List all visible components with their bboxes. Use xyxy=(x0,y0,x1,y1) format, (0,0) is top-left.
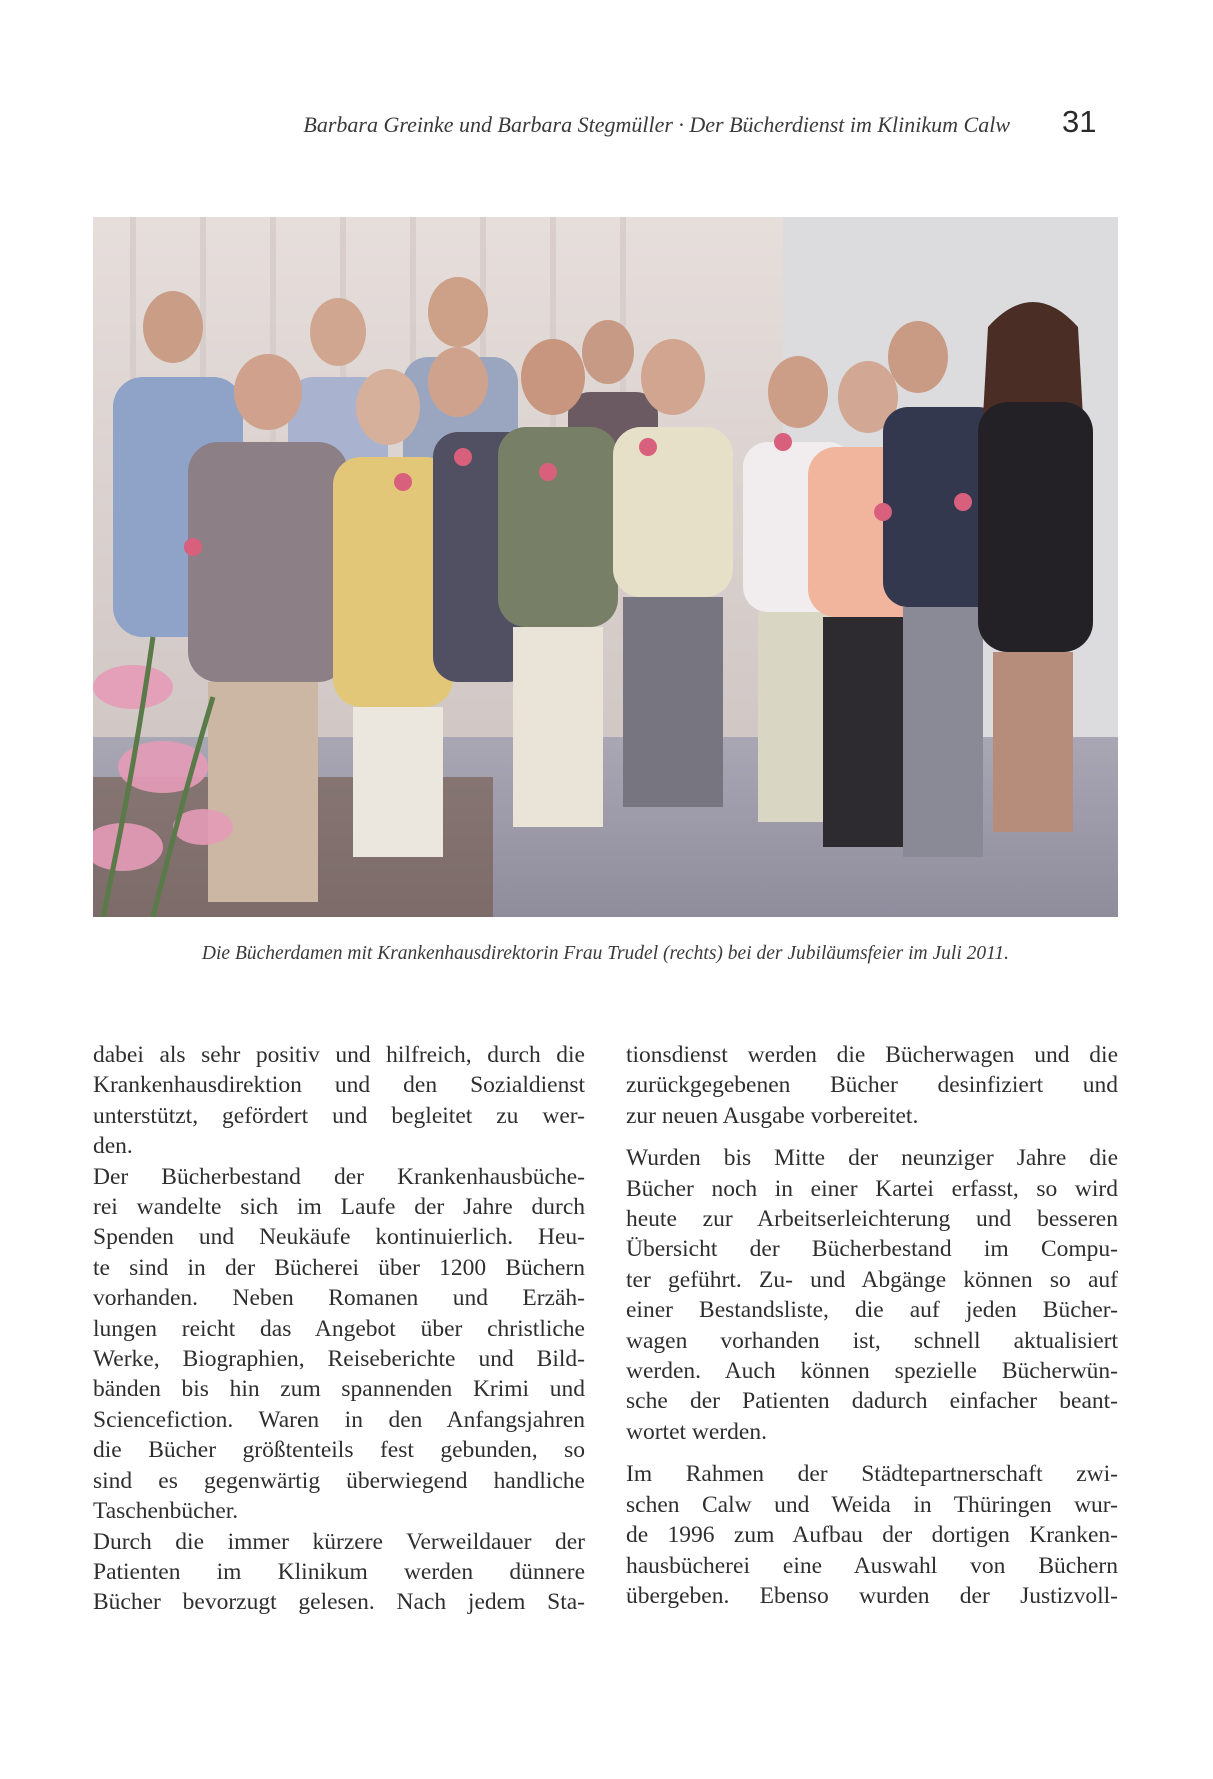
text-line: Der Bücherbestand der Krankenhausbüche- xyxy=(93,1163,585,1190)
text-line: wagen vorhanden ist, schnell aktualisiert xyxy=(626,1327,1118,1354)
text-line: vorhanden. Neben Romanen und Erzäh- xyxy=(93,1285,585,1312)
text-line: lungen reicht das Angebot über christliche xyxy=(93,1315,585,1342)
text-line: Krankenhausdirektion und den Sozialdienst xyxy=(93,1072,585,1099)
text-line: übergeben. Ebenso wurden der Justizvoll- xyxy=(626,1582,1118,1609)
text-line: tionsdienst werden die Bücherwagen und die xyxy=(626,1042,1118,1068)
right-column xyxy=(626,1040,1118,1611)
group-photo xyxy=(93,217,1118,917)
text-line: Patienten im Klinikum werden dünnere xyxy=(93,1558,585,1585)
text-line: de 1996 zum Aufbau der dortigen Kranken- xyxy=(626,1522,1118,1549)
text-line: ter geführt. Zu- und Abgänge können so auf xyxy=(626,1266,1118,1293)
text-line: den. xyxy=(93,1133,133,1160)
text-line: Spenden und Neukäufe kontinuierlich. Heu- xyxy=(93,1224,585,1251)
text-line: bänden bis hin zum spannenden Krimi und xyxy=(93,1376,585,1403)
text-line: hausbücherei eine Auswahl von Büchern xyxy=(626,1552,1118,1579)
text-line: einer Bestandsliste, die auf jeden Bücher- xyxy=(626,1297,1118,1324)
text-line: Sciencefiction. Waren in den Anfangsjahren xyxy=(93,1406,585,1433)
text-line: Bücher noch in einer Kartei erfasst, so wird xyxy=(626,1175,1118,1202)
text-line: Durch die immer kürzere Verweildauer der xyxy=(93,1528,585,1555)
group-photo-illustration xyxy=(93,217,1118,917)
paragraph-gap xyxy=(626,1131,1118,1143)
left-column xyxy=(93,1040,585,1618)
text-line: rei wandelte sich im Laufe der Jahre durch xyxy=(93,1194,585,1221)
text-line: Wurden bis Mitte der neunziger Jahre die xyxy=(626,1145,1118,1172)
text-line: Übersicht der Bücherbestand im Compu- xyxy=(626,1236,1118,1263)
page-number: 31 xyxy=(1062,104,1097,139)
text-line: dabei als sehr positiv und hilfreich, durch die xyxy=(93,1042,585,1068)
text-line: te sind in der Bücherei über 1200 Büchern xyxy=(93,1254,585,1281)
text-line: wortet werden. xyxy=(626,1418,767,1445)
text-line: Werke, Biographien, Reiseberichte und Bild- xyxy=(93,1346,585,1373)
text-line: werden. Auch können spezielle Bücherwün- xyxy=(626,1358,1118,1385)
text-line: Taschenbücher. xyxy=(93,1498,239,1525)
text-line: heute zur Arbeitserleichterung und besseren xyxy=(626,1206,1118,1233)
text-line: zurückgegebenen Bücher desinfiziert und xyxy=(626,1072,1118,1099)
figure-caption: Die Bücherdamen mit Krankenhausdirektorin Frau Trudel (rechts) bei der Jubiläumsfeier im Juli 2011. xyxy=(201,943,1010,964)
text-line: Bücher bevorzugt gelesen. Nach jedem Sta- xyxy=(93,1589,585,1616)
text-line: sind es gegenwärtig überwiegend handliche xyxy=(93,1467,585,1494)
running-title: Barbara Greinke und Barbara Stegmüller · Der Bücherdienst im Klinikum Calw xyxy=(303,112,1010,137)
text-line: sche der Patienten dadurch einfacher beant- xyxy=(626,1388,1118,1415)
text-line: zur neuen Ausgabe vorbereitet. xyxy=(626,1102,919,1129)
text-line: unterstützt, gefördert und begleitet zu wer- xyxy=(93,1102,585,1129)
text-line: schen Calw und Weida in Thüringen wur- xyxy=(626,1491,1118,1518)
text-line: Im Rahmen der Städtepartnerschaft zwi- xyxy=(626,1461,1118,1488)
paragraph-gap xyxy=(626,1447,1118,1459)
running-head xyxy=(200,112,1080,138)
text-line: die Bücher größtenteils fest gebunden, so xyxy=(93,1437,585,1464)
